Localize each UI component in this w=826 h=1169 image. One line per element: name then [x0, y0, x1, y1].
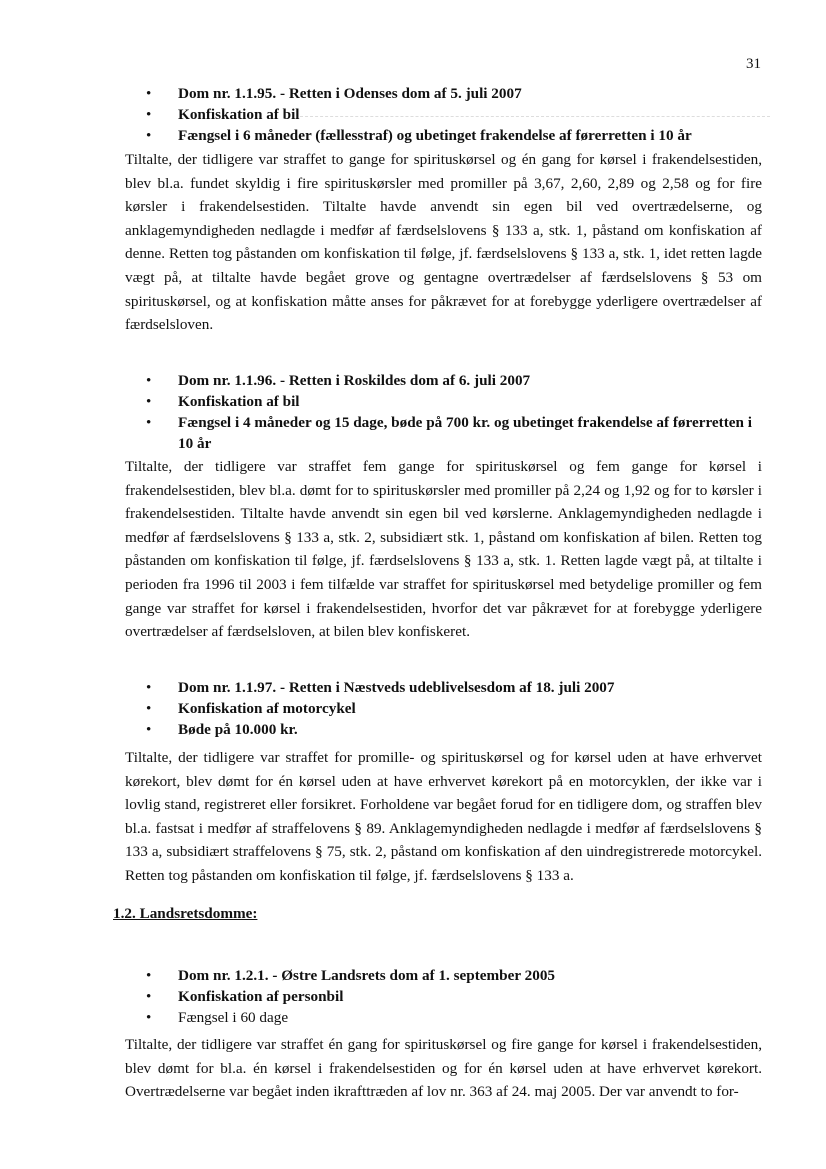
- case-1-1-97-text: Tiltalte, der tidligere var straffet for promille- og spirituskørsel og for kørsel uden at have erhvervet kørekort, blev dømt for én kørsel uden at have erhvervet kørekort på en motorcyklen, der ikke var i lovlig stand, registreret eller forsikret. Forholdene var begået forud for en tidligere dom, og straffen blev bl.a. fastsat i medfør af straffelovens § 89. Anklagemyndigheden nedlagde i medfør af færdselslovens § 133 a, subsidiært straffelovens § 75, stk. 2, påstand om konfiskation af den uindregistrerede motorcykel. Retten tog påstanden om konfiskation til følge, jf. færdselslovens § 133 a.: [125, 749, 762, 884]
- case-1-1-95-summary: [146, 83, 692, 146]
- case-1-2-1-text: Tiltalte, der tidligere var straffet én gang for spirituskørsel og fire gange for kørsel i frakendelsestiden, blev dømt for bl.a. én kørsel i frakendelsestiden og for én kørsel uden at have erhvervet kørekort. Overtrædelserne var begået inden ikrafttræden af lov nr. 363 af 24. maj 2005. Der var anvendt to for-: [125, 1036, 762, 1101]
- case-sentence: • Fængsel i 4 måneder og 15 dage, bøde på 700 kr. og ubetinget frakendelse af førerretten i 10 år: [146, 412, 758, 454]
- case-confiscation: • Konfiskation af motorcykel: [146, 698, 615, 719]
- case-1-1-96-text: Tiltalte, der tidligere var straffet fem gange for spirituskørsel og fem gange for kørsel i frakendelsestiden, blev bl.a. dømt for to spirituskørsler med promiller på 2,24 og 1,92 og for to kørsler i frakendelsestiden. Tiltalte havde anvendt sin egen bil ved kørslerne. Anklagemyndigheden nedlagde i medfør af færdselslovens § 133 a, stk. 2, subsidiært stk. 1, påstand om konfiskation af bilen. Retten tog påstanden om konfiskation til følge, jf. færdselslovens § 133 a, stk. 1. Retten lagde vægt på, at tiltalte i perioden fra 1996 til 2003 i fem tilfælde var straffet for spirituskørsel med betydelige promiller og fem gange var straffet for kørsel i frakendelsestiden, hvorfor det var påkrævet for at forebygge yderligere overtrædelser af færdselsloven, at bilen blev konfiskeret.: [125, 458, 762, 641]
- page-number: 31: [746, 56, 761, 72]
- case-1-1-96-summary: [146, 370, 758, 454]
- case-confiscation: • Konfiskation af bil: [146, 391, 758, 412]
- case-1-1-97-summary: [146, 677, 615, 740]
- case-1-1-95-text: Tiltalte, der tidligere var straffet to gange for spirituskørsel og én gang for kørsel i frakendelsestiden, blev bl.a. fundet skyldig i fire spirituskørsler med promiller på 3,67, 2,60, 2,89 og 2,58 og for fire kørsler i frakendelsestiden. Tiltalte havde anvendt sin egen bil ved overtrædelserne, og anklagemyndigheden nedlagde i medfør af færdselslovens § 133 a, stk. 1, påstand om konfiskation af denne. Retten tog påstanden om konfiskation til følge, jf. færdselslovens § 133 a, stk. 1, idet retten lagde vægt på, at tiltalte havde begået grove og gentagne overtrædelser af færdselslovens § 53 om spirituskørsel, og at konfiskation måtte anses for påkrævet for at forebygge yderligere overtrædelser af færdselsloven.: [125, 151, 762, 334]
- case-title: • Dom nr. 1.1.96. - Retten i Roskildes dom af 6. juli 2007: [146, 370, 758, 391]
- case-title: • Dom nr. 1.1.97. - Retten i Næstveds udeblivelsesdom af 18. juli 2007: [146, 677, 615, 698]
- case-sentence: • Fængsel i 60 dage: [146, 1007, 555, 1028]
- case-confiscation: • Konfiskation af bil: [146, 104, 692, 125]
- case-confiscation: • Konfiskation af personbil: [146, 986, 555, 1007]
- case-title: • Dom nr. 1.1.95. - Retten i Odenses dom af 5. juli 2007: [146, 83, 692, 104]
- section-heading: 1.2. Landsretsdomme:: [113, 905, 258, 922]
- case-1-2-1-summary: [146, 965, 555, 1028]
- case-sentence: • Fængsel i 6 måneder (fællesstraf) og ubetinget frakendelse af førerretten i 10 år: [146, 125, 692, 146]
- case-title: • Dom nr. 1.2.1. - Østre Landsrets dom af 1. september 2005: [146, 965, 555, 986]
- case-sentence: • Bøde på 10.000 kr.: [146, 719, 615, 740]
